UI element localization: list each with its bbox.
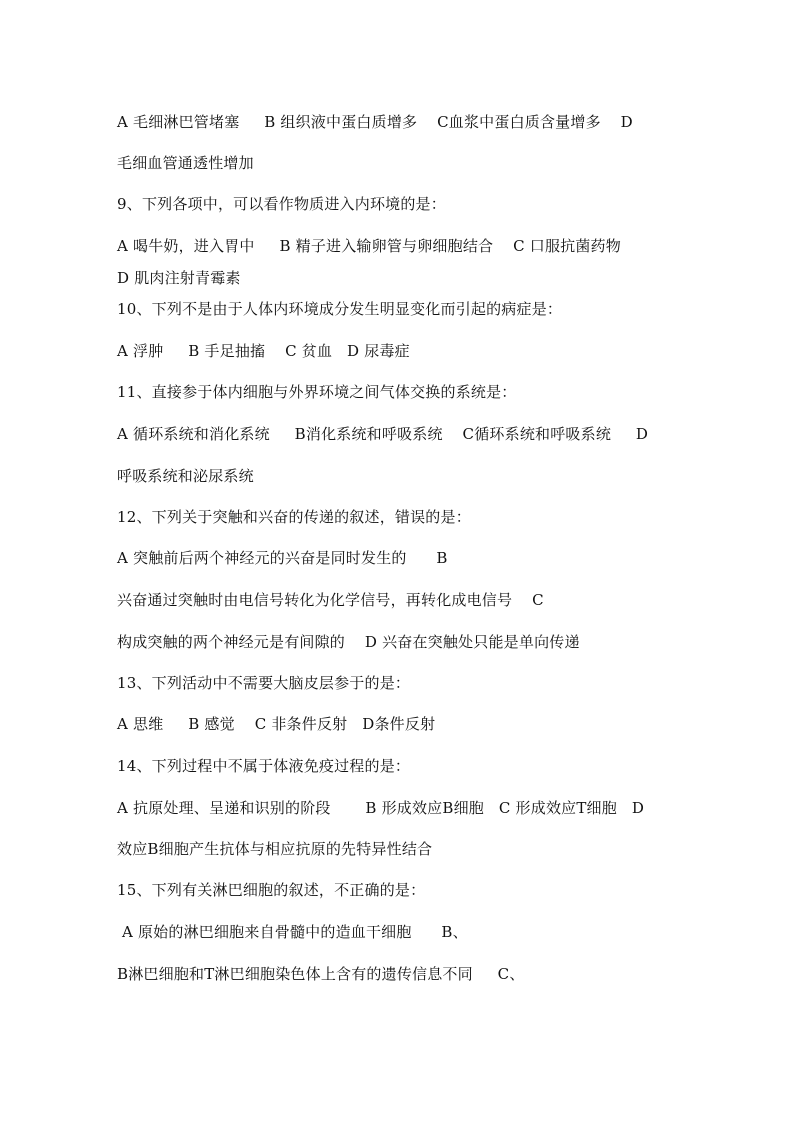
option-line-q12-b: 兴奋通过突触时由电信号转化为化学信号，再转化成电信号 C — [117, 591, 544, 609]
option-line-q14-cont: 效应B细胞产生抗体与相应抗原的先特异性结合 — [117, 840, 433, 858]
option-line-q9-cont: D 肌肉注射青霉素 — [117, 269, 241, 287]
option-line-q12-c: 构成突触的两个神经元是有间隙的 D 兴奋在突触处只能是单向传递 — [117, 633, 580, 651]
question-12: 12、下列关于突触和兴奋的传递的叙述，错误的是： — [117, 508, 471, 526]
option-line-q8: A 毛细淋巴管堵塞 B 组织液中蛋白质增多 C血浆中蛋白质含量增多 D — [117, 113, 633, 131]
option-line-q10: A 浮肿 B 手足抽搐 C 贫血 D 尿毒症 — [117, 342, 410, 360]
question-13: 13、下列活动中不需要大脑皮层参于的是： — [117, 674, 411, 692]
option-line-q9: A 喝牛奶，进入胃中 B 精子进入输卵管与卵细胞结合 C 口服抗菌药物 — [117, 237, 621, 255]
question-9: 9、下列各项中，可以看作物质进入内环境的是： — [117, 195, 446, 213]
option-line-q14: A 抗原处理、呈递和识别的阶段 B 形成效应B细胞 C 形成效应T细胞 D — [117, 799, 645, 817]
question-10: 10、下列不是由于人体内环境成分发生明显变化而引起的病症是： — [117, 300, 563, 318]
option-line-q15-a: A 原始的淋巴细胞来自骨髓中的造血干细胞 B、 — [117, 923, 468, 941]
question-11: 11、直接参于体内细胞与外界环境之间气体交换的系统是： — [117, 383, 517, 401]
option-line-q13: A 思维 B 感觉 C 非条件反射 D条件反射 — [117, 715, 436, 733]
question-15: 15、下列有关淋巴细胞的叙述，不正确的是： — [117, 881, 426, 899]
option-line-q12-a: A 突触前后两个神经元的兴奋是同时发生的 B — [117, 549, 448, 567]
question-14: 14、下列过程中不属于体液免疫过程的是： — [117, 757, 411, 775]
option-line-q15-b: B淋巴细胞和T淋巴细胞染色体上含有的遗传信息不同 C、 — [117, 965, 525, 983]
option-line-q11: A 循环系统和消化系统 B消化系统和呼吸系统 C循环系统和呼吸系统 D — [117, 425, 649, 443]
option-line-q11-cont: 呼吸系统和泌尿系统 — [117, 467, 254, 485]
option-line-q8-cont: 毛细血管通透性增加 — [117, 154, 254, 172]
